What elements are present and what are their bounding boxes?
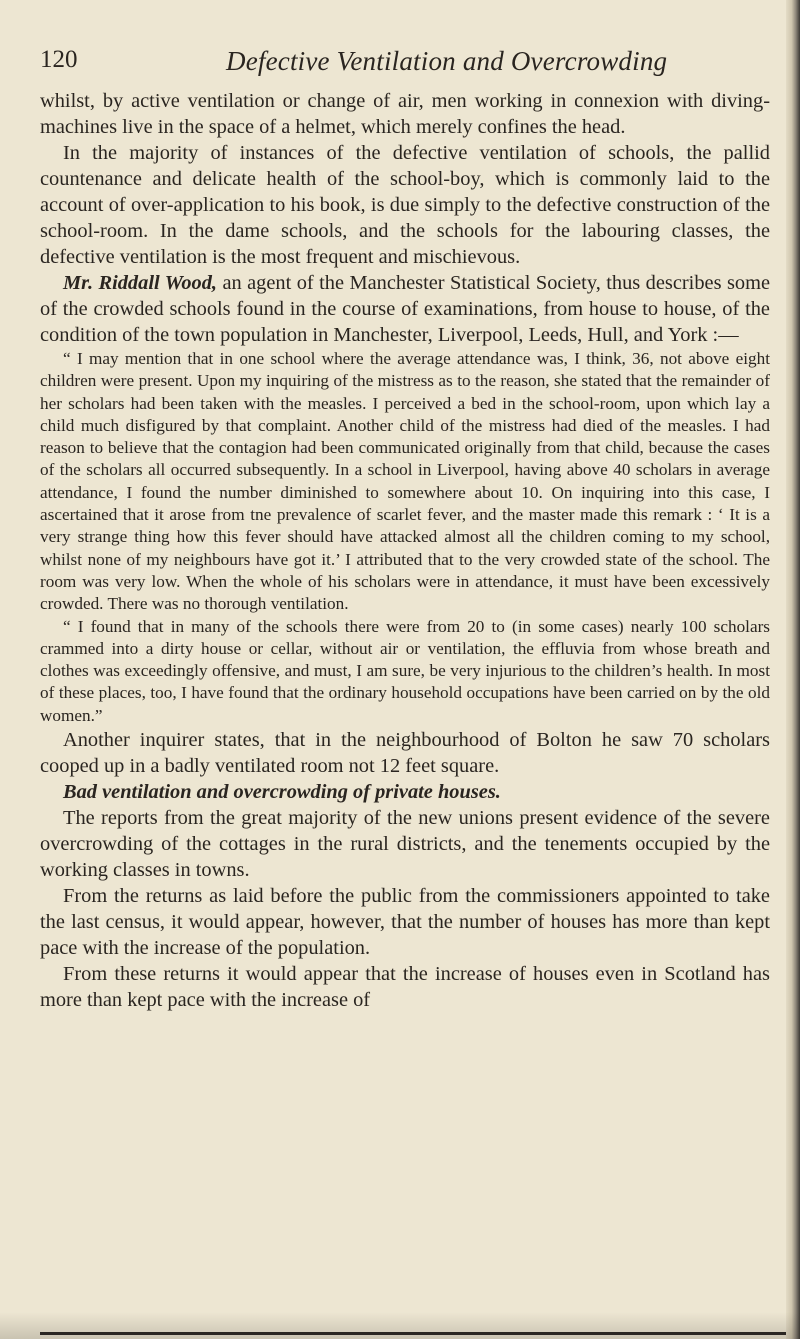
page-content bbox=[40, 40, 770, 1013]
author-name: Mr. Riddall Wood, bbox=[63, 272, 218, 294]
quotation-2: “ I found that in many of the schools there were from 20 to (in some cases) nearly 100 scholars crammed into a dirty house or cellar, without air or ventilation, the effluvia from whose breath and clothes was exceedingly offensive, and must, I am sure, be very injurious to the children’s health. In most of these places, too, I have found that the ordinary household occupations have been carried on by the old women.” bbox=[40, 616, 770, 725]
page-number: 120 bbox=[40, 46, 78, 73]
page-header bbox=[40, 40, 770, 88]
paragraph-2: In the majority of instances of the defective ventilation of schools, the pallid countenance and delicate health of the school-boy, which is commonly laid to the account of over-application to his book, is due simply to the defective construction of the school-room. In the dame schools, and the schools for the labouring classes, the defective ventilation is the most frequent and mischievous. bbox=[40, 142, 770, 268]
paragraph-4: Another inquirer states, that in the neighbourhood of Bolton he saw 70 scholars cooped up in a badly ventilated room not 12 feet square. bbox=[40, 729, 770, 778]
bottom-rule bbox=[40, 1332, 786, 1335]
paragraph-3 bbox=[40, 270, 770, 348]
running-title: Defective Ventilation and Overcrowding bbox=[226, 46, 668, 76]
quotation-1: “ I may mention that in one school where the average attendance was, I think, 36, not above eight children were present. Upon my inquiring of the mistress as to the reason, she stated that the remainder of her scholars had been taken with the measles. I perceived a bed in the school-room, upon which lay a child much disfigured by that complaint. Another child of the mistress had died of the measles. I had reason to believe that the contagion had been communicated originally from that child, because the cases of the scholars all occurred subsequently. In a school in Liverpool, having above 40 scholars in average attendance, I found the number diminished to somewhere about 10. On inquiring into this case, I ascertained that it arose from tne prevalence of scarlet fever, and the master made this remark : ‘ It is a very strange thing how this fever should have attacked almost all the children coming to my school, whilst none of my neighbours have got it.’ I attributed that to the very crowded state of the school. The room was very low. When the whole of his scholars were in attendance, it must have been excessively crowded. There was no thorough ventilation. bbox=[40, 349, 770, 614]
paragraph-6: From the returns as laid before the public from the commissioners appointed to take the last census, it would appear, however, that the number of houses has more than kept pace with the increase of the population. bbox=[40, 885, 770, 960]
bottom-shadow bbox=[0, 1279, 800, 1339]
paragraph-1: whilst, by active ventilation or change of air, men working in connexion with diving-machines live in the space of a helmet, which merely confines the head. bbox=[40, 90, 770, 138]
page-edge-shadow bbox=[786, 0, 800, 1339]
paragraph-3-text: an agent of the Manchester Statistical Society, thus describes some of the crowded schools found in the course of examinations, from house to house, of the condition of the town population in Manchester, Liverpool, Leeds, Hull, and York :— bbox=[40, 272, 770, 346]
section-subheading: Bad ventilation and overcrowding of private houses. bbox=[63, 781, 501, 804]
paragraph-7: From these returns it would appear that the increase of houses even in Scotland has more than kept pace with the increase of bbox=[40, 963, 770, 1012]
paragraph-5: The reports from the great majority of the new unions present evidence of the severe overcrowding of the cottages in the rural districts, and the tenements occupied by the working classes in towns. bbox=[40, 807, 770, 882]
